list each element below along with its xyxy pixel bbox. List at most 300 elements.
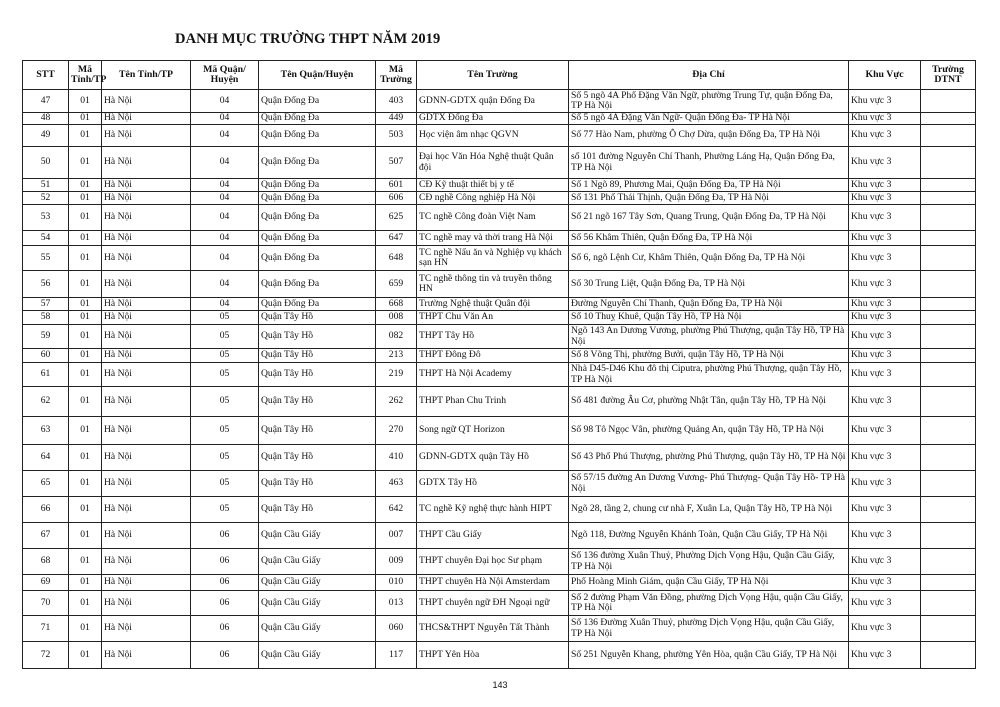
- cell-ma-truong: 507: [376, 147, 417, 179]
- table-header-row: [23, 61, 976, 90]
- cell-ma-tinh: 01: [69, 417, 102, 445]
- cell-khu-vuc: Khu vực 3: [849, 417, 921, 445]
- cell-stt: 50: [23, 147, 69, 179]
- header-ma-quan: Mã Quận/ Huyện: [191, 61, 259, 90]
- cell-ten-truong: GDTX Đống Đa: [417, 113, 569, 125]
- table-row: [23, 147, 976, 179]
- cell-stt: 63: [23, 417, 69, 445]
- cell-khu-vuc: Khu vực 3: [849, 125, 921, 147]
- cell-ma-truong: 117: [376, 642, 417, 669]
- cell-ma-truong: 082: [376, 325, 417, 349]
- table-row: [23, 445, 976, 471]
- cell-ma-quan: 04: [191, 246, 259, 271]
- cell-truong-dtnt: [921, 311, 976, 325]
- cell-ma-quan: 04: [191, 205, 259, 231]
- cell-ten-truong: THPT Chu Văn An: [417, 311, 569, 325]
- table-row: [23, 591, 976, 616]
- table-row: [23, 271, 976, 298]
- cell-ten-quan: Quận Tây Hồ: [259, 349, 376, 363]
- cell-khu-vuc: Khu vực 3: [849, 325, 921, 349]
- cell-dia-chi: Số 131 Phố Thái Thịnh, Quận Đống Đa, TP Hà Nội: [569, 192, 849, 205]
- cell-ma-truong: 008: [376, 311, 417, 325]
- header-ten-quan: Tên Quận/Huyện: [259, 61, 376, 90]
- table-row: [23, 90, 976, 113]
- cell-khu-vuc: Khu vực 3: [849, 591, 921, 616]
- cell-ten-truong: THPT Phan Chu Trinh: [417, 387, 569, 417]
- table-row: [23, 125, 976, 147]
- cell-ten-truong: GDTX Tây Hồ: [417, 471, 569, 497]
- cell-ma-tinh: 01: [69, 445, 102, 471]
- cell-ten-tinh: Hà Nội: [102, 616, 191, 642]
- cell-ma-quan: 05: [191, 311, 259, 325]
- cell-ma-tinh: 01: [69, 311, 102, 325]
- cell-ma-quan: 04: [191, 271, 259, 298]
- cell-ma-truong: 647: [376, 231, 417, 246]
- cell-dia-chi: Số 251 Nguyễn Khang, phường Yên Hòa, quận Cầu Giấy, TP Hà Nội: [569, 642, 849, 669]
- cell-dia-chi: Số 10 Thuỵ Khuê, Quận Tây Hồ, TP Hà Nội: [569, 311, 849, 325]
- cell-ma-tinh: 01: [69, 231, 102, 246]
- cell-khu-vuc: Khu vực 3: [849, 179, 921, 192]
- cell-ma-tinh: 01: [69, 298, 102, 311]
- cell-stt: 55: [23, 246, 69, 271]
- cell-ma-truong: 625: [376, 205, 417, 231]
- table-row: [23, 179, 976, 192]
- cell-ten-quan: Quận Đống Đa: [259, 298, 376, 311]
- cell-ma-truong: 262: [376, 387, 417, 417]
- header-dia-chi: Địa Chỉ: [569, 61, 849, 90]
- header-ma-tinh: Mã Tỉnh/TP: [69, 61, 102, 90]
- table-row: [23, 575, 976, 591]
- cell-stt: 51: [23, 179, 69, 192]
- cell-ma-quan: 04: [191, 113, 259, 125]
- cell-ten-truong: Học viện âm nhạc QGVN: [417, 125, 569, 147]
- cell-ten-truong: TC nghề Kỹ nghệ thực hành HIPT: [417, 497, 569, 523]
- cell-truong-dtnt: [921, 90, 976, 113]
- cell-ten-quan: Quận Đống Đa: [259, 90, 376, 113]
- cell-ma-quan: 04: [191, 231, 259, 246]
- cell-ma-truong: 503: [376, 125, 417, 147]
- cell-dia-chi: Số 98 Tô Ngọc Vân, phường Quảng An, quận Tây Hồ, TP Hà Nội: [569, 417, 849, 445]
- cell-ma-tinh: 01: [69, 90, 102, 113]
- header-ten-truong: Tên Trường: [417, 61, 569, 90]
- cell-ma-quan: 06: [191, 575, 259, 591]
- cell-ten-truong: THPT Đông Đô: [417, 349, 569, 363]
- school-table: [22, 60, 976, 669]
- cell-truong-dtnt: [921, 192, 976, 205]
- cell-ten-tinh: Hà Nội: [102, 349, 191, 363]
- cell-ma-truong: 060: [376, 616, 417, 642]
- table-row: [23, 642, 976, 669]
- cell-ten-quan: Quận Cầu Giấy: [259, 575, 376, 591]
- cell-khu-vuc: Khu vực 3: [849, 246, 921, 271]
- cell-dia-chi: Số 136 đường Xuân Thuỷ, Phường Dịch Vọng Hậu, Quận Cầu Giấy, TP Hà Nội: [569, 549, 849, 575]
- cell-khu-vuc: Khu vực 3: [849, 311, 921, 325]
- cell-ma-truong: 007: [376, 523, 417, 549]
- cell-ten-tinh: Hà Nội: [102, 417, 191, 445]
- cell-ten-tinh: Hà Nội: [102, 311, 191, 325]
- table-row: [23, 113, 976, 125]
- cell-truong-dtnt: [921, 616, 976, 642]
- cell-dia-chi: Số 5 ngõ 4A Phố Đặng Văn Ngữ, phường Trung Tự, quận Đống Đa, TP Hà Nội: [569, 90, 849, 113]
- cell-ten-quan: Quận Đống Đa: [259, 147, 376, 179]
- cell-ma-quan: 05: [191, 363, 259, 387]
- cell-stt: 57: [23, 298, 69, 311]
- cell-ten-quan: Quận Tây Hồ: [259, 471, 376, 497]
- cell-ten-truong: CĐ nghề Công nghiệp Hà Nội: [417, 192, 569, 205]
- cell-ma-quan: 04: [191, 90, 259, 113]
- cell-khu-vuc: Khu vực 3: [849, 231, 921, 246]
- cell-truong-dtnt: [921, 387, 976, 417]
- cell-ma-tinh: 01: [69, 549, 102, 575]
- cell-dia-chi: Số 8 Võng Thị, phường Bưởi, quận Tây Hồ, TP Hà Nội: [569, 349, 849, 363]
- cell-truong-dtnt: [921, 523, 976, 549]
- cell-ma-quan: 05: [191, 497, 259, 523]
- cell-ma-quan: 06: [191, 642, 259, 669]
- cell-ma-truong: 009: [376, 549, 417, 575]
- cell-ma-truong: 606: [376, 192, 417, 205]
- cell-dia-chi: Số 481 đường Âu Cơ, phường Nhật Tân, quận Tây Hồ, TP Hà Nội: [569, 387, 849, 417]
- cell-ten-truong: THPT chuyên Đại học Sư phạm: [417, 549, 569, 575]
- cell-ma-quan: 04: [191, 179, 259, 192]
- cell-ten-tinh: Hà Nội: [102, 445, 191, 471]
- cell-dia-chi: Nhà D45-D46 Khu đô thị Ciputra, phường Phú Thượng, quận Tây Hồ, TP Hà Nội: [569, 363, 849, 387]
- cell-ma-quan: 04: [191, 192, 259, 205]
- cell-ma-tinh: 01: [69, 387, 102, 417]
- cell-ma-quan: 04: [191, 147, 259, 179]
- cell-ten-truong: CĐ Kỹ thuật thiết bị y tế: [417, 179, 569, 192]
- cell-stt: 48: [23, 113, 69, 125]
- cell-ten-quan: Quận Cầu Giấy: [259, 642, 376, 669]
- cell-truong-dtnt: [921, 549, 976, 575]
- cell-ten-tinh: Hà Nội: [102, 246, 191, 271]
- cell-ten-truong: THCS&THPT Nguyễn Tất Thành: [417, 616, 569, 642]
- cell-stt: 58: [23, 311, 69, 325]
- cell-ma-tinh: 01: [69, 192, 102, 205]
- cell-truong-dtnt: [921, 125, 976, 147]
- cell-truong-dtnt: [921, 471, 976, 497]
- cell-ma-truong: 270: [376, 417, 417, 445]
- cell-ma-quan: 04: [191, 298, 259, 311]
- table-row: [23, 616, 976, 642]
- cell-ten-quan: Quận Đống Đa: [259, 113, 376, 125]
- cell-truong-dtnt: [921, 147, 976, 179]
- cell-dia-chi: Số 2 đường Phạm Văn Đồng, phường Dịch Vọng Hậu, quận Cầu Giấy, TP Hà Nội: [569, 591, 849, 616]
- cell-dia-chi: Số 77 Hào Nam, phường Ô Chợ Dừa, quận Đống Đa, TP Hà Nội: [569, 125, 849, 147]
- cell-ten-quan: Quận Đống Đa: [259, 192, 376, 205]
- cell-khu-vuc: Khu vực 3: [849, 113, 921, 125]
- cell-khu-vuc: Khu vực 3: [849, 298, 921, 311]
- cell-truong-dtnt: [921, 349, 976, 363]
- cell-ten-tinh: Hà Nội: [102, 591, 191, 616]
- cell-ten-tinh: Hà Nội: [102, 387, 191, 417]
- cell-dia-chi: Phố Hoàng Minh Giám, quận Cầu Giấy, TP Hà Nội: [569, 575, 849, 591]
- cell-stt: 71: [23, 616, 69, 642]
- cell-ma-tinh: 01: [69, 179, 102, 192]
- header-ten-tinh: Tên Tỉnh/TP: [102, 61, 191, 90]
- cell-ma-quan: 05: [191, 417, 259, 445]
- cell-stt: 54: [23, 231, 69, 246]
- cell-ten-tinh: Hà Nội: [102, 298, 191, 311]
- cell-ma-tinh: 01: [69, 575, 102, 591]
- cell-ten-truong: TC nghề thông tin và truyền thông HN: [417, 271, 569, 298]
- table-row: [23, 192, 976, 205]
- cell-dia-chi: số 101 đường Nguyễn Chí Thanh, Phường Láng Hạ, Quận Đống Đa, TP Hà Nội: [569, 147, 849, 179]
- cell-ma-truong: 601: [376, 179, 417, 192]
- table-row: [23, 205, 976, 231]
- cell-ma-truong: 213: [376, 349, 417, 363]
- cell-ma-quan: 06: [191, 616, 259, 642]
- cell-ma-tinh: 01: [69, 363, 102, 387]
- cell-ten-quan: Quận Tây Hồ: [259, 445, 376, 471]
- cell-truong-dtnt: [921, 246, 976, 271]
- cell-ma-quan: 05: [191, 445, 259, 471]
- cell-truong-dtnt: [921, 642, 976, 669]
- document-title: DANH MỤC TRƯỜNG THPT NĂM 2019: [175, 31, 441, 47]
- cell-dia-chi: Số 6, ngõ Lệnh Cư, Khâm Thiên, Quận Đống Đa, TP Hà Nội: [569, 246, 849, 271]
- page-number: 143: [492, 680, 508, 690]
- table-row: [23, 298, 976, 311]
- cell-dia-chi: Số 57/15 đường An Dương Vương- Phú Thượng- Quận Tây Hồ- TP Hà Nội: [569, 471, 849, 497]
- cell-stt: 64: [23, 445, 69, 471]
- cell-ma-quan: 05: [191, 325, 259, 349]
- cell-dia-chi: Số 30 Trung Liệt, Quận Đống Đa, TP Hà Nội: [569, 271, 849, 298]
- cell-ma-tinh: 01: [69, 113, 102, 125]
- cell-ten-tinh: Hà Nội: [102, 147, 191, 179]
- cell-ma-tinh: 01: [69, 642, 102, 669]
- cell-ten-quan: Quận Đống Đa: [259, 246, 376, 271]
- cell-ma-tinh: 01: [69, 125, 102, 147]
- cell-ten-tinh: Hà Nội: [102, 325, 191, 349]
- cell-stt: 60: [23, 349, 69, 363]
- cell-ten-truong: TC nghề may và thời trang Hà Nội: [417, 231, 569, 246]
- cell-ten-quan: Quận Đống Đa: [259, 231, 376, 246]
- cell-ten-quan: Quận Đống Đa: [259, 125, 376, 147]
- cell-ten-tinh: Hà Nội: [102, 471, 191, 497]
- cell-ma-tinh: 01: [69, 325, 102, 349]
- cell-ten-truong: THPT Cầu Giấy: [417, 523, 569, 549]
- cell-ma-tinh: 01: [69, 246, 102, 271]
- table-row: [23, 387, 976, 417]
- cell-ma-tinh: 01: [69, 591, 102, 616]
- table-row: [23, 363, 976, 387]
- cell-ten-tinh: Hà Nội: [102, 497, 191, 523]
- cell-dia-chi: Số 43 Phố Phú Thượng, phường Phú Thượng, quận Tây Hồ, TP Hà Nội: [569, 445, 849, 471]
- cell-truong-dtnt: [921, 231, 976, 246]
- cell-ma-quan: 05: [191, 349, 259, 363]
- cell-stt: 70: [23, 591, 69, 616]
- cell-ma-quan: 06: [191, 591, 259, 616]
- cell-ten-truong: THPT chuyên ngữ ĐH Ngoại ngữ: [417, 591, 569, 616]
- cell-ma-truong: 403: [376, 90, 417, 113]
- cell-ma-quan: 04: [191, 125, 259, 147]
- cell-khu-vuc: Khu vực 3: [849, 642, 921, 669]
- cell-ma-truong: 449: [376, 113, 417, 125]
- cell-khu-vuc: Khu vực 3: [849, 147, 921, 179]
- cell-ma-truong: 010: [376, 575, 417, 591]
- cell-truong-dtnt: [921, 298, 976, 311]
- cell-khu-vuc: Khu vực 3: [849, 497, 921, 523]
- cell-ma-tinh: 01: [69, 471, 102, 497]
- cell-dia-chi: Số 136 Đường Xuân Thuỷ, phường Dịch Vọng Hậu, quận Cầu Giấy, TP Hà Nội: [569, 616, 849, 642]
- cell-ma-truong: 410: [376, 445, 417, 471]
- cell-ten-quan: Quận Cầu Giấy: [259, 549, 376, 575]
- header-stt: STT: [23, 61, 69, 90]
- cell-ten-quan: Quận Đống Đa: [259, 205, 376, 231]
- cell-ten-quan: Quận Cầu Giấy: [259, 591, 376, 616]
- cell-ten-truong: GDNN-GDTX quận Đống Đa: [417, 90, 569, 113]
- cell-ten-quan: Quận Tây Hồ: [259, 417, 376, 445]
- cell-stt: 61: [23, 363, 69, 387]
- cell-truong-dtnt: [921, 417, 976, 445]
- cell-stt: 62: [23, 387, 69, 417]
- table-row: [23, 523, 976, 549]
- cell-ten-tinh: Hà Nội: [102, 363, 191, 387]
- cell-ten-truong: THPT Tây Hồ: [417, 325, 569, 349]
- cell-truong-dtnt: [921, 497, 976, 523]
- cell-ten-truong: GDNN-GDTX quận Tây Hồ: [417, 445, 569, 471]
- cell-truong-dtnt: [921, 325, 976, 349]
- cell-truong-dtnt: [921, 271, 976, 298]
- cell-ma-truong: 642: [376, 497, 417, 523]
- cell-ten-quan: Quận Đống Đa: [259, 271, 376, 298]
- cell-ten-truong: THPT Hà Nội Academy: [417, 363, 569, 387]
- cell-ten-truong: THPT chuyên Hà Nội Amsterdam: [417, 575, 569, 591]
- cell-stt: 72: [23, 642, 69, 669]
- cell-stt: 67: [23, 523, 69, 549]
- header-ma-truong: Mã Trường: [376, 61, 417, 90]
- cell-ten-quan: Quận Cầu Giấy: [259, 616, 376, 642]
- cell-stt: 56: [23, 271, 69, 298]
- cell-stt: 49: [23, 125, 69, 147]
- cell-stt: 66: [23, 497, 69, 523]
- cell-ma-truong: 659: [376, 271, 417, 298]
- cell-stt: 52: [23, 192, 69, 205]
- cell-khu-vuc: Khu vực 3: [849, 549, 921, 575]
- cell-ten-tinh: Hà Nội: [102, 271, 191, 298]
- cell-khu-vuc: Khu vực 3: [849, 192, 921, 205]
- cell-truong-dtnt: [921, 179, 976, 192]
- cell-khu-vuc: Khu vực 3: [849, 349, 921, 363]
- cell-ten-truong: TC nghề Nấu ăn và Nghiệp vụ khách sạn HN: [417, 246, 569, 271]
- cell-ten-tinh: Hà Nội: [102, 179, 191, 192]
- cell-ma-tinh: 01: [69, 271, 102, 298]
- cell-ma-truong: 463: [376, 471, 417, 497]
- cell-ten-tinh: Hà Nội: [102, 549, 191, 575]
- cell-dia-chi: Số 5 ngõ 4A Đặng Văn Ngữ- Quận Đống Đa- TP Hà Nội: [569, 113, 849, 125]
- cell-ma-tinh: 01: [69, 497, 102, 523]
- cell-ten-truong: TC nghề Công đoàn Việt Nam: [417, 205, 569, 231]
- cell-ten-tinh: Hà Nội: [102, 575, 191, 591]
- table-row: [23, 231, 976, 246]
- cell-dia-chi: Ngõ 118, Đường Nguyễn Khánh Toàn, Quận Cầu Giấy, TP Hà Nội: [569, 523, 849, 549]
- table-row: [23, 471, 976, 497]
- cell-ten-tinh: Hà Nội: [102, 231, 191, 246]
- cell-khu-vuc: Khu vực 3: [849, 90, 921, 113]
- cell-khu-vuc: Khu vực 3: [849, 445, 921, 471]
- cell-dia-chi: Số 21 ngõ 167 Tây Sơn, Quang Trung, Quận Đống Đa, TP Hà Nội: [569, 205, 849, 231]
- cell-ten-truong: Đại học Văn Hóa Nghệ thuật Quân đội: [417, 147, 569, 179]
- table-row: [23, 417, 976, 445]
- cell-ma-quan: 06: [191, 549, 259, 575]
- cell-ten-tinh: Hà Nội: [102, 90, 191, 113]
- cell-ten-quan: Quận Tây Hồ: [259, 497, 376, 523]
- cell-ten-tinh: Hà Nội: [102, 113, 191, 125]
- table-row: [23, 349, 976, 363]
- cell-truong-dtnt: [921, 591, 976, 616]
- table-row: [23, 497, 976, 523]
- cell-khu-vuc: Khu vực 3: [849, 616, 921, 642]
- cell-ma-quan: 05: [191, 387, 259, 417]
- cell-stt: 53: [23, 205, 69, 231]
- cell-ma-truong: 668: [376, 298, 417, 311]
- cell-ten-tinh: Hà Nội: [102, 205, 191, 231]
- cell-ten-truong: THPT Yên Hòa: [417, 642, 569, 669]
- cell-ma-quan: 05: [191, 471, 259, 497]
- cell-truong-dtnt: [921, 363, 976, 387]
- cell-ten-quan: Quận Tây Hồ: [259, 363, 376, 387]
- cell-truong-dtnt: [921, 205, 976, 231]
- cell-ma-tinh: 01: [69, 205, 102, 231]
- cell-ten-quan: Quận Tây Hồ: [259, 311, 376, 325]
- header-khu-vuc: Khu Vực: [849, 61, 921, 90]
- cell-stt: 59: [23, 325, 69, 349]
- cell-khu-vuc: Khu vực 3: [849, 523, 921, 549]
- cell-ten-tinh: Hà Nội: [102, 125, 191, 147]
- cell-ma-tinh: 01: [69, 147, 102, 179]
- table-row: [23, 246, 976, 271]
- cell-truong-dtnt: [921, 445, 976, 471]
- cell-ten-tinh: Hà Nội: [102, 192, 191, 205]
- cell-ten-truong: Trường Nghệ thuật Quân đội: [417, 298, 569, 311]
- cell-khu-vuc: Khu vực 3: [849, 271, 921, 298]
- cell-ma-truong: 219: [376, 363, 417, 387]
- table-row: [23, 549, 976, 575]
- cell-dia-chi: Số 56 Khâm Thiên, Quận Đống Đa, TP Hà Nội: [569, 231, 849, 246]
- cell-stt: 69: [23, 575, 69, 591]
- cell-stt: 68: [23, 549, 69, 575]
- cell-ma-tinh: 01: [69, 616, 102, 642]
- cell-ten-quan: Quận Tây Hồ: [259, 325, 376, 349]
- cell-dia-chi: Đường Nguyễn Chí Thanh, Quận Đống Đa, TP Hà Nội: [569, 298, 849, 311]
- cell-khu-vuc: Khu vực 3: [849, 205, 921, 231]
- cell-khu-vuc: Khu vực 3: [849, 363, 921, 387]
- cell-ma-tinh: 01: [69, 523, 102, 549]
- table-row: [23, 311, 976, 325]
- cell-truong-dtnt: [921, 575, 976, 591]
- cell-ma-truong: 013: [376, 591, 417, 616]
- cell-ten-quan: Quận Đống Đa: [259, 179, 376, 192]
- cell-stt: 65: [23, 471, 69, 497]
- cell-truong-dtnt: [921, 113, 976, 125]
- cell-ten-tinh: Hà Nội: [102, 523, 191, 549]
- cell-ma-quan: 06: [191, 523, 259, 549]
- cell-ten-quan: Quận Tây Hồ: [259, 387, 376, 417]
- cell-khu-vuc: Khu vực 3: [849, 471, 921, 497]
- cell-ma-tinh: 01: [69, 349, 102, 363]
- header-truong-dtnt: Trường DTNT: [921, 61, 976, 90]
- cell-ten-tinh: Hà Nội: [102, 642, 191, 669]
- cell-dia-chi: Số 1 Ngõ 89, Phương Mai, Quận Đống Đa, TP Hà Nội: [569, 179, 849, 192]
- cell-ten-truong: Song ngữ QT Horizon: [417, 417, 569, 445]
- cell-dia-chi: Ngõ 143 An Dương Vương, phường Phú Thượng, quận Tây Hồ, TP Hà Nội: [569, 325, 849, 349]
- table-row: [23, 325, 976, 349]
- cell-ma-truong: 648: [376, 246, 417, 271]
- cell-dia-chi: Ngõ 28, tầng 2, chung cư nhà F, Xuân La, Quận Tây Hồ, TP Hà Nội: [569, 497, 849, 523]
- cell-stt: 47: [23, 90, 69, 113]
- cell-khu-vuc: Khu vực 3: [849, 575, 921, 591]
- cell-ten-quan: Quận Cầu Giấy: [259, 523, 376, 549]
- cell-khu-vuc: Khu vực 3: [849, 387, 921, 417]
